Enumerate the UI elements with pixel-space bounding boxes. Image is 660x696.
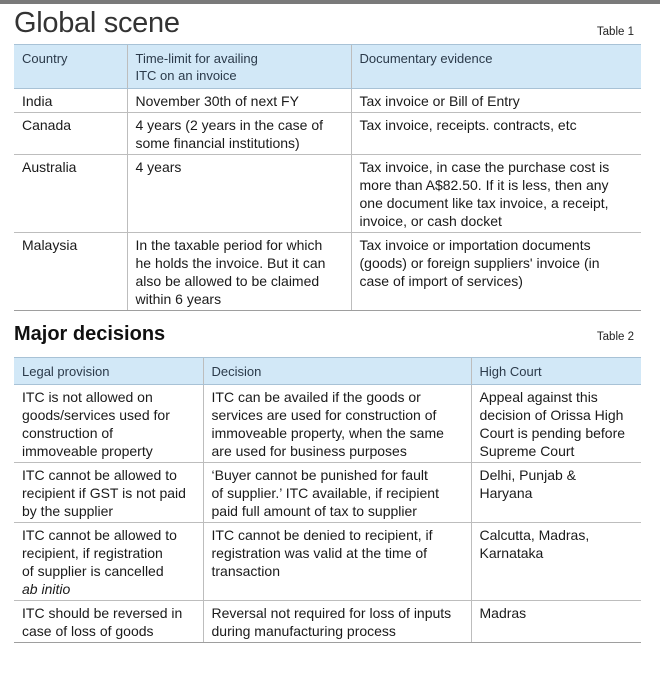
header-line: Country xyxy=(22,51,68,66)
table1-cell-country xyxy=(14,233,127,311)
table-row xyxy=(14,155,641,233)
header-line: Documentary evidence xyxy=(359,51,493,66)
cell-line: Tax invoice, in case the purchase cost is xyxy=(359,159,610,175)
cell-line: some financial institutions) xyxy=(135,135,300,151)
cell-line: paid full amount of tax to supplier xyxy=(211,503,417,519)
cell-line: transaction xyxy=(211,563,280,579)
cell-line: case of loss of goods xyxy=(22,623,154,639)
table1-cell-evidence xyxy=(351,113,641,155)
cell-line: by the supplier xyxy=(22,503,114,519)
cell-line: within 6 years xyxy=(135,291,222,307)
table1-cell-country xyxy=(14,89,127,113)
table-row xyxy=(14,523,641,601)
cell-line: during manufacturing process xyxy=(211,623,396,639)
cell-line: Tax invoice or importation documents xyxy=(359,237,591,253)
table2-cell-legal-provision xyxy=(14,523,203,601)
table1-cell-evidence xyxy=(351,155,641,233)
cell-line: Reversal not required for loss of inputs xyxy=(211,605,452,621)
cell-line: are used for business purposes xyxy=(211,443,407,459)
cell-line: In the taxable period for which xyxy=(135,237,323,253)
table2-cell-decision xyxy=(203,463,471,523)
cell-line: Court is pending before xyxy=(479,425,626,441)
cell-line: construction of xyxy=(22,425,114,441)
cell-line-italic: ab initio xyxy=(22,581,71,597)
cell-line: ITC cannot be denied to recipient, if xyxy=(211,527,433,543)
cell-line: Calcutta, Madras, xyxy=(479,527,590,543)
header-line: ITC on an invoice xyxy=(135,68,237,83)
table2-cell-legal-provision xyxy=(14,385,203,463)
table2-label: Table 2 xyxy=(596,331,634,343)
cell-line: of supplier.’ ITC available, if recipient xyxy=(211,485,439,501)
table1-header-country xyxy=(14,45,127,89)
table2-cell-legal-provision xyxy=(14,601,203,643)
table2-cell-high-court xyxy=(471,523,641,601)
table1-title: Global scene xyxy=(14,7,180,39)
cell-line: more than A$82.50. If it is less, then any xyxy=(359,177,609,193)
cell-line: Supreme Court xyxy=(479,443,575,459)
cell-line: ‘Buyer cannot be punished for fault xyxy=(211,467,428,483)
table1 xyxy=(14,44,641,311)
cell-line: Madras xyxy=(479,605,527,621)
header-line: High Court xyxy=(479,364,542,379)
cell-line: immoveable property xyxy=(22,443,153,459)
cell-line: Haryana xyxy=(479,485,533,501)
table1-cell-country xyxy=(14,155,127,233)
table2 xyxy=(14,357,641,643)
page xyxy=(14,4,644,643)
table1-cell-time-limit xyxy=(127,233,351,311)
cell-line: Canada xyxy=(22,117,72,133)
cell-line: ITC cannot be allowed to xyxy=(22,527,177,543)
cell-line: registration was valid at the time of xyxy=(211,545,428,561)
table2-cell-high-court xyxy=(471,463,641,523)
cell-line: also be allowed to be claimed xyxy=(135,273,320,289)
table2-cell-legal-provision xyxy=(14,463,203,523)
table2-header-row xyxy=(14,358,641,385)
table-row xyxy=(14,385,641,463)
table1-label: Table 1 xyxy=(596,26,634,38)
table2-cell-decision xyxy=(203,601,471,643)
cell-line: Delhi, Punjab & xyxy=(479,467,577,483)
cell-line: (goods) or foreign suppliers' invoice (in xyxy=(359,255,600,271)
table1-header-row xyxy=(14,45,641,89)
table2-header-high-court xyxy=(471,358,641,385)
cell-line: ITC can be availed if the goods or xyxy=(211,389,421,405)
table-row xyxy=(14,113,641,155)
table1-cell-evidence xyxy=(351,233,641,311)
cell-line: Tax invoice, receipts. contracts, etc xyxy=(359,117,577,133)
cell-line: he holds the invoice. But it can xyxy=(135,255,326,271)
table2-cell-high-court xyxy=(471,601,641,643)
table-row xyxy=(14,89,641,113)
table1-cell-country xyxy=(14,113,127,155)
table-row xyxy=(14,463,641,523)
cell-line: one document like tax invoice, a receipt, xyxy=(359,195,609,211)
cell-line: invoice, or cash docket xyxy=(359,213,502,229)
table1-cell-time-limit xyxy=(127,155,351,233)
table2-heading xyxy=(14,311,644,351)
table2-header-legal-provision xyxy=(14,358,203,385)
table1-header-time-limit xyxy=(127,45,351,89)
cell-line: services are used for construction of xyxy=(211,407,437,423)
cell-line: immoveable property, when the same xyxy=(211,425,444,441)
cell-line: Malaysia xyxy=(22,237,78,253)
cell-line: November 30th of next FY xyxy=(135,93,299,109)
table-row xyxy=(14,601,641,643)
table1-cell-time-limit xyxy=(127,113,351,155)
table2-cell-decision xyxy=(203,523,471,601)
cell-line: India xyxy=(22,93,53,109)
cell-line: ITC cannot be allowed to xyxy=(22,467,177,483)
header-line: Decision xyxy=(211,364,262,379)
cell-line: of supplier is cancelled xyxy=(22,563,164,579)
table2-cell-decision xyxy=(203,385,471,463)
table2-cell-high-court xyxy=(471,385,641,463)
cell-line: case of import of services) xyxy=(359,273,523,289)
cell-line: decision of Orissa High xyxy=(479,407,624,423)
cell-line: Tax invoice or Bill of Entry xyxy=(359,93,520,109)
table2-title: Major decisions xyxy=(14,323,166,345)
table1-cell-evidence xyxy=(351,89,641,113)
cell-line: Australia xyxy=(22,159,77,175)
table-row xyxy=(14,233,641,311)
cell-line: recipient, if registration xyxy=(22,545,163,561)
table2-header-decision xyxy=(203,358,471,385)
cell-line: Karnataka xyxy=(479,545,544,561)
cell-line: 4 years xyxy=(135,159,182,175)
table1-heading xyxy=(14,4,644,44)
table1-header-documentary-evidence xyxy=(351,45,641,89)
table1-cell-time-limit xyxy=(127,89,351,113)
cell-line: Appeal against this xyxy=(479,389,598,405)
cell-line: goods/services used for xyxy=(22,407,170,423)
cell-line: ITC should be reversed in xyxy=(22,605,183,621)
cell-line: 4 years (2 years in the case of xyxy=(135,117,324,133)
cell-line: ITC is not allowed on xyxy=(22,389,153,405)
header-line: Legal provision xyxy=(22,364,110,379)
header-line: Time-limit for availing xyxy=(135,51,258,66)
cell-line: recipient if GST is not paid xyxy=(22,485,186,501)
